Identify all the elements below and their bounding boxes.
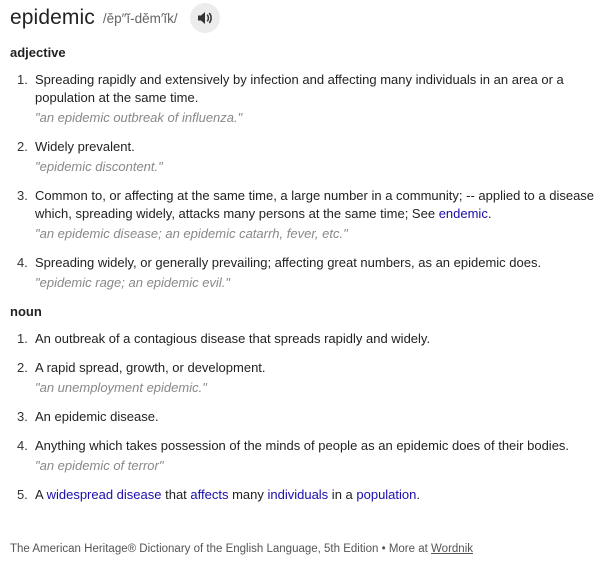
population-link[interactable]: population <box>356 487 417 502</box>
footer-separator: • <box>381 543 386 555</box>
sense-item <box>0 254 600 292</box>
source-text: The American Heritage® Dictionary of the English Language, 5th Edition <box>10 543 379 555</box>
pronunciation: /ĕp″ĭ-dĕm′ĭk/ <box>102 10 178 26</box>
audio-button[interactable] <box>190 3 220 33</box>
sense-definition <box>35 486 600 504</box>
endemic-link[interactable]: endemic <box>438 206 488 221</box>
attribution-footer <box>10 543 473 555</box>
sense-example: "an epidemic disease; an epidemic catarrh, fever, etc." <box>35 226 348 241</box>
sense-item <box>0 71 600 127</box>
sense-item <box>0 408 600 426</box>
sense-item <box>0 437 600 475</box>
wordnik-link[interactable]: Wordnik <box>431 543 473 555</box>
sense-example: "an epidemic of terror" <box>35 458 164 473</box>
definition-text: in a <box>328 487 357 502</box>
definition-text: that <box>161 487 191 502</box>
sense-item <box>0 486 600 504</box>
definition-text: . <box>416 487 420 502</box>
headword: epidemic <box>10 6 95 29</box>
sense-number: 5. <box>17 487 28 502</box>
definition-text: . <box>487 206 492 221</box>
sense-definition: An epidemic disease. <box>35 409 159 424</box>
more-at-text: More at <box>388 543 428 555</box>
sense-item <box>0 359 600 397</box>
definition-text: many <box>228 487 268 502</box>
sense-item <box>0 330 600 348</box>
sense-number: 3. <box>17 409 28 424</box>
sense-definition <box>35 187 600 223</box>
sense-number: 1. <box>17 331 28 346</box>
affects-link[interactable]: affects <box>190 487 229 502</box>
sense-item <box>0 187 600 243</box>
definition-text: Common to, or affecting at the same time, a large number in a community; -- applied to a disease which, spreading widely, attacks many persons at the same time; See <box>35 188 595 221</box>
pos-noun: noun <box>10 304 42 319</box>
sense-item <box>0 138 600 176</box>
individuals-link[interactable]: individuals <box>267 487 329 502</box>
definition-text: A <box>35 487 47 502</box>
sense-definition: Spreading widely, or generally prevailing; affecting great numbers, as an epidemic does. <box>35 255 542 270</box>
sense-example: "an epidemic outbreak of influenza." <box>35 110 243 125</box>
sense-number: 1. <box>17 72 28 87</box>
noun-senses <box>0 330 600 504</box>
sense-number: 4. <box>17 255 28 270</box>
sense-definition: Widely prevalent. <box>35 139 135 154</box>
pos-adjective: adjective <box>10 45 66 60</box>
sense-example: "epidemic rage; an epidemic evil." <box>35 275 230 290</box>
sense-definition: Spreading rapidly and extensively by infection and affecting many individuals in an area or a population at the same time. <box>35 72 564 105</box>
sense-number: 4. <box>17 438 28 453</box>
sense-number: 2. <box>17 360 28 375</box>
widespread-disease-link[interactable]: widespread disease <box>46 487 162 502</box>
sense-definition: An outbreak of a contagious disease that spreads rapidly and widely. <box>35 331 431 346</box>
headword-row <box>10 0 220 36</box>
sense-number: 3. <box>17 188 28 203</box>
sense-definition: A rapid spread, growth, or development. <box>35 360 266 375</box>
speaker-icon <box>197 11 213 25</box>
sense-example: "an unemployment epidemic." <box>35 380 207 395</box>
sense-example: "epidemic discontent." <box>35 159 163 174</box>
sense-definition: Anything which takes possession of the minds of people as an epidemic does of their bodies. <box>35 438 570 453</box>
sense-number: 2. <box>17 139 28 154</box>
adjective-senses <box>0 71 600 292</box>
